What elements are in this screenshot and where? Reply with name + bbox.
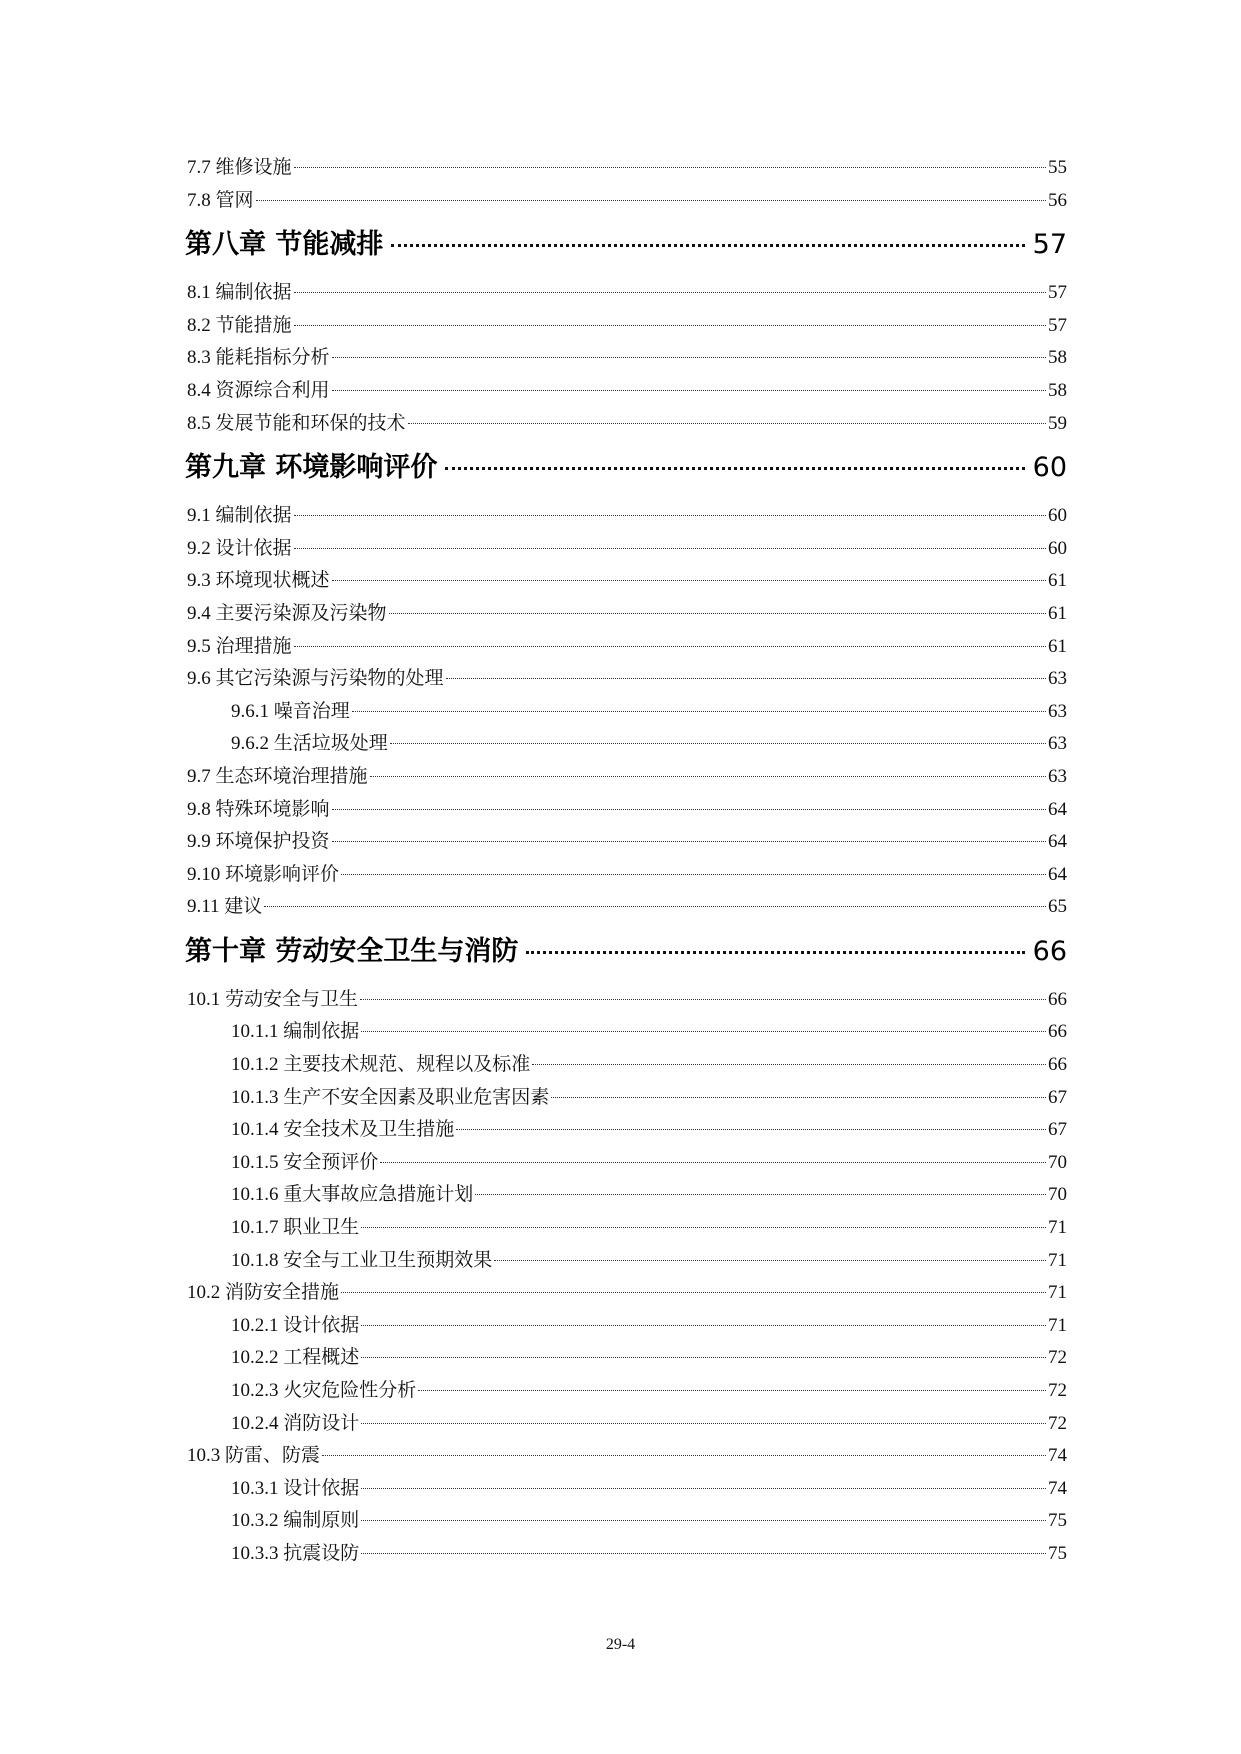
- toc-entry-title: 8.4 资源综合利用: [187, 379, 330, 401]
- toc-subsection-entry[interactable]: [187, 1082, 1067, 1115]
- toc-page-number: 64: [1048, 798, 1067, 820]
- dot-leader: [446, 678, 1046, 679]
- dot-leader: [352, 711, 1046, 712]
- dot-leader: [418, 1390, 1046, 1391]
- toc-page-number: 75: [1048, 1510, 1067, 1532]
- toc-entry-title: 10.2 消防安全措施: [187, 1282, 340, 1304]
- toc-page-number: 72: [1048, 1412, 1067, 1434]
- toc-section-entry[interactable]: [187, 891, 1067, 924]
- dot-leader: [341, 874, 1046, 875]
- toc-entry-title: 9.1 编制依据: [187, 505, 292, 527]
- toc-entry-title: 10.2.2 工程概述: [231, 1347, 360, 1369]
- toc-page-number: 71: [1048, 1217, 1067, 1239]
- toc-page-number: 59: [1048, 412, 1067, 434]
- toc-subsection-entry[interactable]: [187, 1342, 1067, 1375]
- toc-page-number: 61: [1048, 602, 1067, 624]
- toc-page-number: 70: [1048, 1151, 1067, 1173]
- toc-section-entry[interactable]: [187, 826, 1067, 859]
- toc-entry-title: 7.8 管网: [187, 189, 254, 211]
- toc-entry-title: 10.2.3 火灾危险性分析: [231, 1380, 417, 1401]
- toc-page-number: 65: [1048, 896, 1067, 918]
- toc-entry-title: 9.10 环境影响评价: [187, 863, 340, 885]
- toc-page-number: 56: [1048, 189, 1067, 211]
- toc-page-number: 63: [1048, 668, 1067, 690]
- toc-page-number: 58: [1048, 379, 1067, 401]
- toc-chapter-heading[interactable]: [185, 449, 1067, 487]
- dot-leader: [391, 244, 1024, 247]
- toc-entry-title: 9.6 其它污染源与污染物的处理: [187, 668, 444, 690]
- toc-page-number: 58: [1048, 347, 1067, 369]
- dot-leader: [361, 1357, 1046, 1358]
- toc-section-entry[interactable]: [187, 408, 1067, 441]
- toc-entry-title: 9.2 设计依据: [187, 537, 292, 559]
- dot-leader: [494, 1260, 1046, 1261]
- toc-subsection-entry[interactable]: [187, 1114, 1067, 1147]
- toc-entry-title: 第八章 节能减排: [185, 229, 384, 261]
- toc-page-number: 67: [1048, 1086, 1067, 1108]
- toc-page-number: 61: [1048, 635, 1067, 657]
- toc-page-number: 64: [1048, 863, 1067, 885]
- toc-subsection-entry[interactable]: [187, 1310, 1067, 1343]
- toc-section-entry[interactable]: [187, 277, 1067, 310]
- toc-entry-title: 10.2.4 消防设计: [231, 1412, 360, 1434]
- toc-subsection-entry[interactable]: [187, 1505, 1067, 1538]
- dot-leader: [389, 613, 1046, 614]
- toc-section-entry[interactable]: [187, 565, 1067, 598]
- toc-page-number: 66: [1048, 1054, 1067, 1076]
- toc-entry-title: 8.5 发展节能和环保的技术: [187, 412, 406, 434]
- dot-leader: [475, 1194, 1046, 1195]
- toc-section-entry[interactable]: [187, 984, 1067, 1017]
- toc-entry-title: 9.4 主要污染源及污染物: [187, 602, 387, 624]
- toc-entry-title: 10.1.1 编制依据: [231, 1021, 360, 1043]
- toc-page-number: 60: [1032, 452, 1067, 484]
- toc-page-number: 60: [1048, 537, 1067, 559]
- toc-page-number: 64: [1048, 831, 1067, 853]
- toc-section-entry[interactable]: [187, 859, 1067, 892]
- dot-leader: [322, 1455, 1046, 1456]
- dot-leader: [294, 646, 1046, 647]
- toc-section-entry[interactable]: [187, 375, 1067, 408]
- toc-entry-title: 9.3 环境现状概述: [187, 570, 330, 592]
- toc-section-entry[interactable]: [187, 310, 1067, 343]
- dot-leader: [370, 776, 1046, 777]
- toc-entry-title: 10.1.8 安全与工业卫生预期效果: [231, 1249, 493, 1271]
- dot-leader: [332, 390, 1046, 391]
- toc-entry-title: 10.1.4 安全技术及卫生措施: [231, 1119, 455, 1141]
- dot-leader: [332, 580, 1046, 581]
- toc-page-number: 66: [1032, 935, 1067, 967]
- toc-page-number: 57: [1048, 314, 1067, 336]
- dot-leader: [456, 1129, 1046, 1130]
- dot-leader: [294, 292, 1046, 293]
- toc-section-entry[interactable]: [187, 185, 1067, 218]
- toc-page-number: 72: [1048, 1380, 1067, 1401]
- dot-leader: [341, 1292, 1046, 1293]
- dot-leader: [264, 906, 1046, 907]
- dot-leader: [361, 1553, 1046, 1554]
- table-of-contents: [187, 152, 1067, 1571]
- toc-entry-title: 10.2.1 设计依据: [231, 1314, 360, 1336]
- toc-section-entry[interactable]: [187, 152, 1067, 185]
- toc-entry-title: 9.7 生态环境治理措施: [187, 765, 368, 787]
- toc-entry-title: 第十章 劳动安全卫生与消防: [185, 935, 519, 967]
- toc-entry-title: 第九章 环境影响评价: [185, 452, 438, 484]
- toc-entry-title: 8.1 编制依据: [187, 282, 292, 304]
- dot-leader: [294, 325, 1046, 326]
- dot-leader: [294, 167, 1046, 168]
- toc-page-number: 63: [1048, 700, 1067, 722]
- toc-page-number: 67: [1048, 1119, 1067, 1141]
- dot-leader: [526, 951, 1024, 954]
- toc-page-number: 57: [1032, 229, 1067, 261]
- toc-entry-title: 9.6.1 噪音治理: [231, 700, 350, 722]
- toc-subsection-entry[interactable]: [187, 1049, 1067, 1082]
- dot-leader: [532, 1064, 1046, 1065]
- toc-entry-title: 10.1.5 安全预评价: [231, 1151, 379, 1173]
- toc-chapter-heading[interactable]: [185, 933, 1067, 971]
- dot-leader: [360, 999, 1046, 1000]
- toc-entry-title: 9.9 环境保护投资: [187, 831, 330, 853]
- toc-page-number: 71: [1048, 1249, 1067, 1271]
- toc-entry-title: 8.3 能耗指标分析: [187, 347, 330, 369]
- dot-leader: [361, 1488, 1046, 1489]
- toc-subsection-entry[interactable]: [187, 1245, 1067, 1278]
- toc-page-number: 63: [1048, 733, 1067, 755]
- toc-page-number: 74: [1048, 1477, 1067, 1499]
- toc-subsection-entry[interactable]: [187, 1538, 1067, 1571]
- dot-leader: [361, 1031, 1046, 1032]
- toc-subsection-entry[interactable]: [187, 1016, 1067, 1049]
- toc-subsection-entry[interactable]: [187, 1212, 1067, 1245]
- toc-page-number: 66: [1048, 1021, 1067, 1043]
- toc-subsection-entry[interactable]: [187, 696, 1067, 729]
- toc-entry-title: 10.3.1 设计依据: [231, 1477, 360, 1499]
- toc-page-number: 71: [1048, 1314, 1067, 1336]
- dot-leader: [332, 357, 1046, 358]
- toc-page-number: 63: [1048, 765, 1067, 787]
- toc-entry-title: 10.3.3 抗震设防: [231, 1542, 360, 1564]
- toc-entry-title: 9.11 建议: [187, 896, 263, 918]
- toc-chapter-heading[interactable]: [185, 226, 1067, 264]
- toc-section-entry[interactable]: [187, 761, 1067, 794]
- toc-entry-title: 8.2 节能措施: [187, 314, 292, 336]
- toc-subsection-entry[interactable]: [187, 728, 1067, 761]
- dot-leader: [445, 467, 1024, 470]
- toc-subsection-entry[interactable]: [187, 1375, 1067, 1408]
- toc-section-entry[interactable]: [187, 598, 1067, 631]
- toc-entry-title: 10.1 劳动安全与卫生: [187, 988, 359, 1010]
- toc-entry-title: 10.3.2 编制原则: [231, 1510, 360, 1532]
- toc-entry-title: 9.6.2 生活垃圾处理: [231, 733, 388, 755]
- toc-entry-title: 10.1.6 重大事故应急措施计划: [231, 1184, 474, 1206]
- toc-section-entry[interactable]: [187, 500, 1067, 533]
- dot-leader: [332, 841, 1046, 842]
- toc-section-entry[interactable]: [187, 1277, 1067, 1310]
- dot-leader: [294, 515, 1046, 516]
- toc-page-number: 57: [1048, 282, 1067, 304]
- toc-page-number: 66: [1048, 988, 1067, 1010]
- toc-section-entry[interactable]: [187, 663, 1067, 696]
- dot-leader: [390, 743, 1046, 744]
- toc-section-entry[interactable]: [187, 533, 1067, 566]
- toc-page-number: 60: [1048, 505, 1067, 527]
- dot-leader: [361, 1520, 1046, 1521]
- dot-leader: [408, 423, 1046, 424]
- toc-entry-title: 10.1.3 生产不安全因素及职业危害因素: [231, 1086, 550, 1108]
- dot-leader: [361, 1227, 1046, 1228]
- toc-entry-title: 10.1.2 主要技术规范、规程以及标准: [231, 1054, 531, 1076]
- toc-page-number: 70: [1048, 1184, 1067, 1206]
- toc-page-number: 74: [1048, 1445, 1067, 1467]
- toc-section-entry[interactable]: [187, 631, 1067, 664]
- page-footer-number: 29-4: [605, 1636, 636, 1653]
- toc-subsection-entry[interactable]: [187, 1408, 1067, 1441]
- dot-leader: [294, 548, 1046, 549]
- toc-entry-title: 10.3 防雷、防震: [187, 1445, 321, 1467]
- toc-entry-title: 10.1.7 职业卫生: [231, 1217, 360, 1239]
- toc-section-entry[interactable]: [187, 794, 1067, 827]
- dot-leader: [361, 1423, 1046, 1424]
- toc-page-number: 72: [1048, 1347, 1067, 1369]
- toc-subsection-entry[interactable]: [187, 1147, 1067, 1180]
- dot-leader: [551, 1097, 1046, 1098]
- toc-entry-title: 9.8 特殊环境影响: [187, 798, 330, 820]
- dot-leader: [332, 809, 1046, 810]
- toc-entry-title: 7.7 维修设施: [187, 157, 292, 178]
- toc-page-number: 75: [1048, 1542, 1067, 1564]
- dot-leader: [361, 1325, 1046, 1326]
- toc-page-number: 55: [1048, 157, 1067, 178]
- dot-leader: [380, 1162, 1046, 1163]
- toc-page-number: 61: [1048, 570, 1067, 592]
- toc-page-number: 71: [1048, 1282, 1067, 1304]
- toc-subsection-entry[interactable]: [187, 1179, 1067, 1212]
- dot-leader: [256, 200, 1046, 201]
- toc-section-entry[interactable]: [187, 342, 1067, 375]
- toc-subsection-entry[interactable]: [187, 1473, 1067, 1506]
- toc-section-entry[interactable]: [187, 1440, 1067, 1473]
- toc-entry-title: 9.5 治理措施: [187, 635, 292, 657]
